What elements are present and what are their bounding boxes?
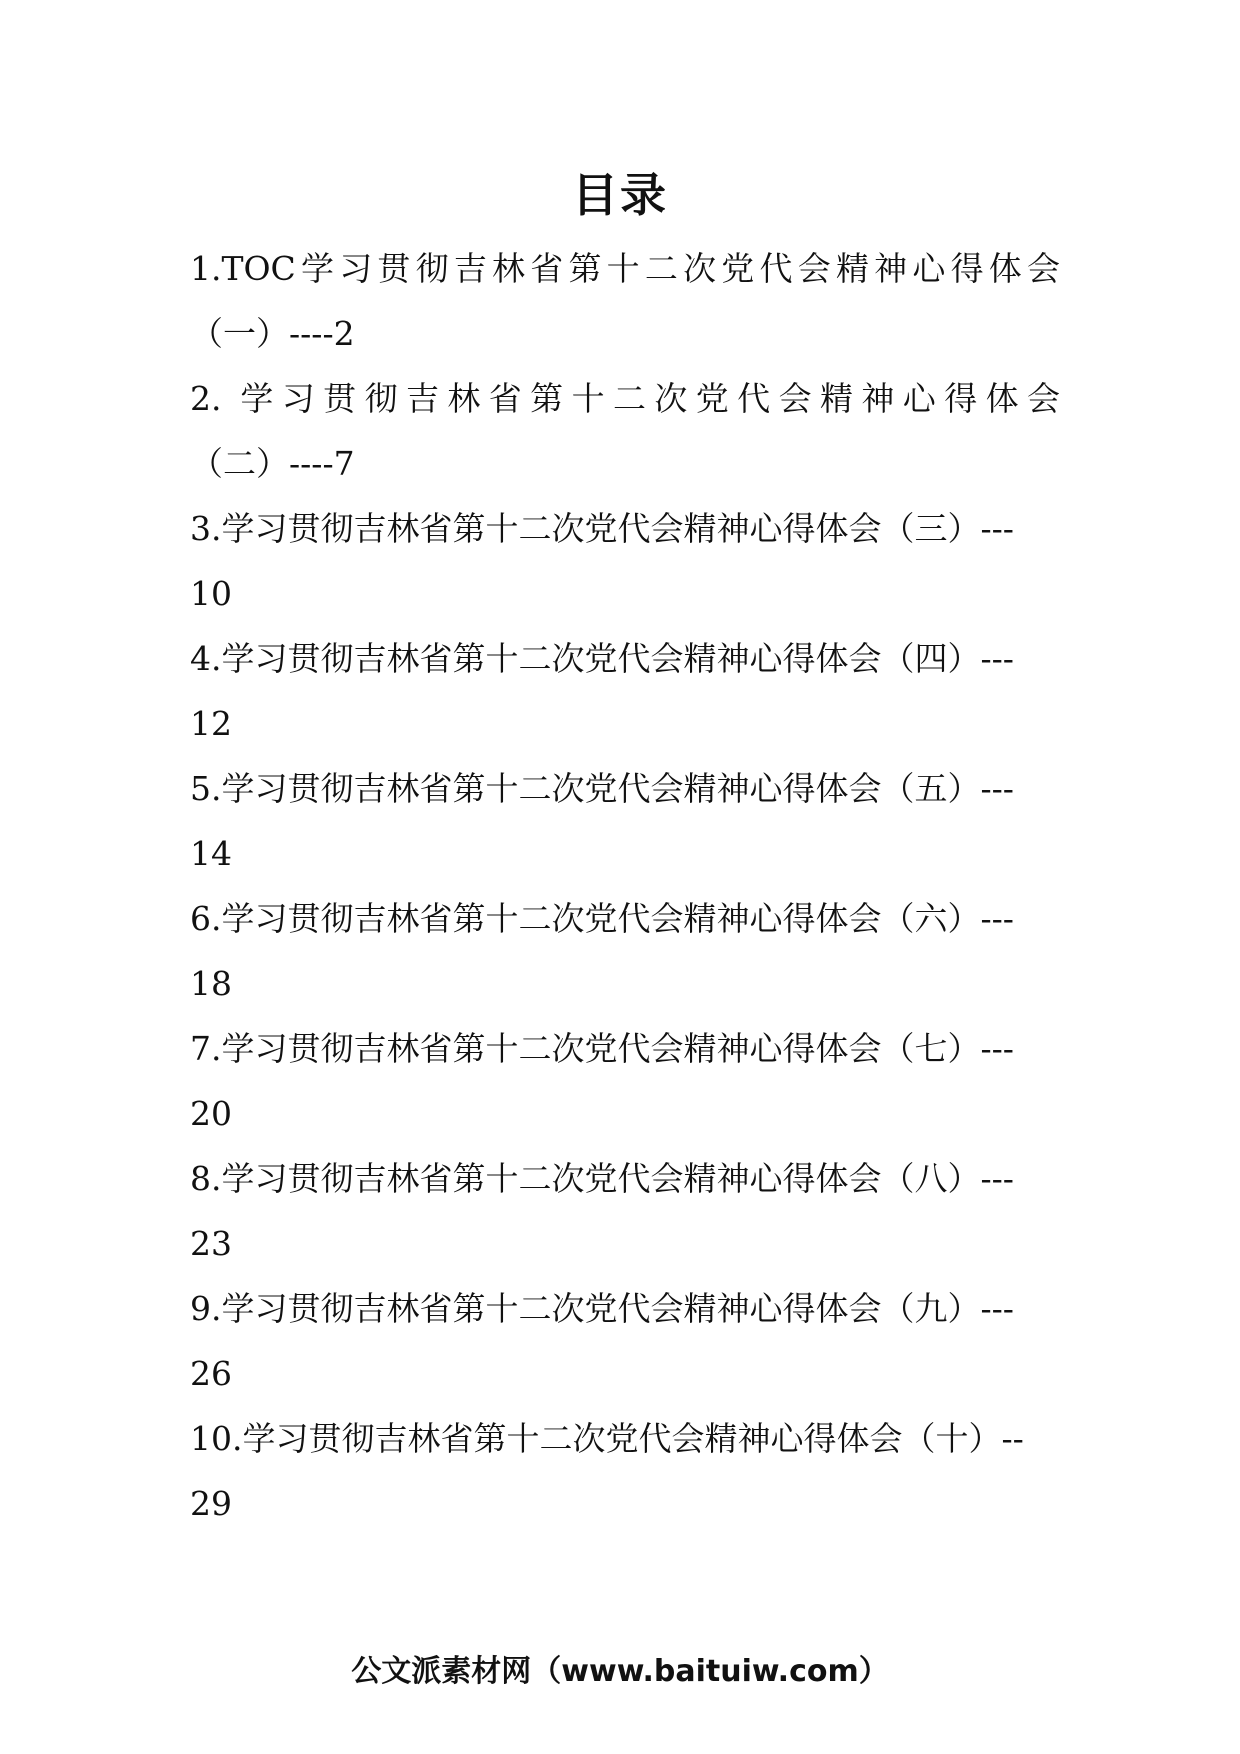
toc-item-title: 1.TOC学习贯彻吉林省第十二次党代会精神心得体会 [190,249,1060,288]
toc-item-3[interactable] [190,496,1060,626]
toc-item-title: 3.学习贯彻吉林省第十二次党代会精神心得体会（三）--- [190,509,1014,548]
toc-item-page: 23 [190,1224,232,1263]
toc-item-page: 14 [190,834,232,873]
toc-item-page: 29 [190,1484,232,1523]
toc-item-5[interactable] [190,756,1060,886]
toc-item-2[interactable] [190,366,1060,496]
toc-link-1[interactable] [190,236,1060,366]
toc-item-page: 20 [190,1094,232,1133]
toc-link-5[interactable] [190,756,1060,886]
toc-link-9[interactable] [190,1276,1060,1406]
toc-item-title: 6.学习贯彻吉林省第十二次党代会精神心得体会（六）--- [190,899,1014,938]
toc-link-4[interactable] [190,626,1060,756]
toc-item-page: （一）----2 [190,314,355,353]
toc-item-title: 7.学习贯彻吉林省第十二次党代会精神心得体会（七）--- [190,1029,1014,1068]
toc-link-7[interactable] [190,1016,1060,1146]
toc-item-10[interactable] [190,1406,1060,1536]
toc-link-6[interactable] [190,886,1060,1016]
toc-item-6[interactable] [190,886,1060,1016]
toc-item-7[interactable] [190,1016,1060,1146]
toc-item-page: 26 [190,1354,232,1393]
toc-item-page: （二）----7 [190,444,355,483]
toc-item-page: 10 [190,574,232,613]
toc-item-page: 18 [190,964,232,1003]
toc-item-title: 5.学习贯彻吉林省第十二次党代会精神心得体会（五）--- [190,769,1014,808]
toc-item-title: 10.学习贯彻吉林省第十二次党代会精神心得体会（十）-- [190,1419,1024,1458]
table-of-contents [190,236,1060,1536]
toc-link-8[interactable] [190,1146,1060,1276]
toc-item-title: 8.学习贯彻吉林省第十二次党代会精神心得体会（八）--- [190,1159,1014,1198]
toc-link-10[interactable] [190,1406,1060,1536]
toc-item-9[interactable] [190,1276,1060,1406]
footer-watermark: 公文派素材网（www.baituiw.com） [351,1654,889,1689]
toc-item-8[interactable] [190,1146,1060,1276]
toc-link-3[interactable] [190,496,1060,626]
toc-item-title: 2. 学习贯彻吉林省第十二次党代会精神心得体会 [190,379,1060,418]
toc-link-2[interactable] [190,366,1060,496]
toc-item-title: 9.学习贯彻吉林省第十二次党代会精神心得体会（九）--- [190,1289,1014,1328]
toc-item-4[interactable] [190,626,1060,756]
page-title: 目录 [572,168,668,222]
toc-item-title: 4.学习贯彻吉林省第十二次党代会精神心得体会（四）--- [190,639,1014,678]
toc-item-1[interactable] [190,236,1060,366]
toc-item-page: 12 [190,704,232,743]
